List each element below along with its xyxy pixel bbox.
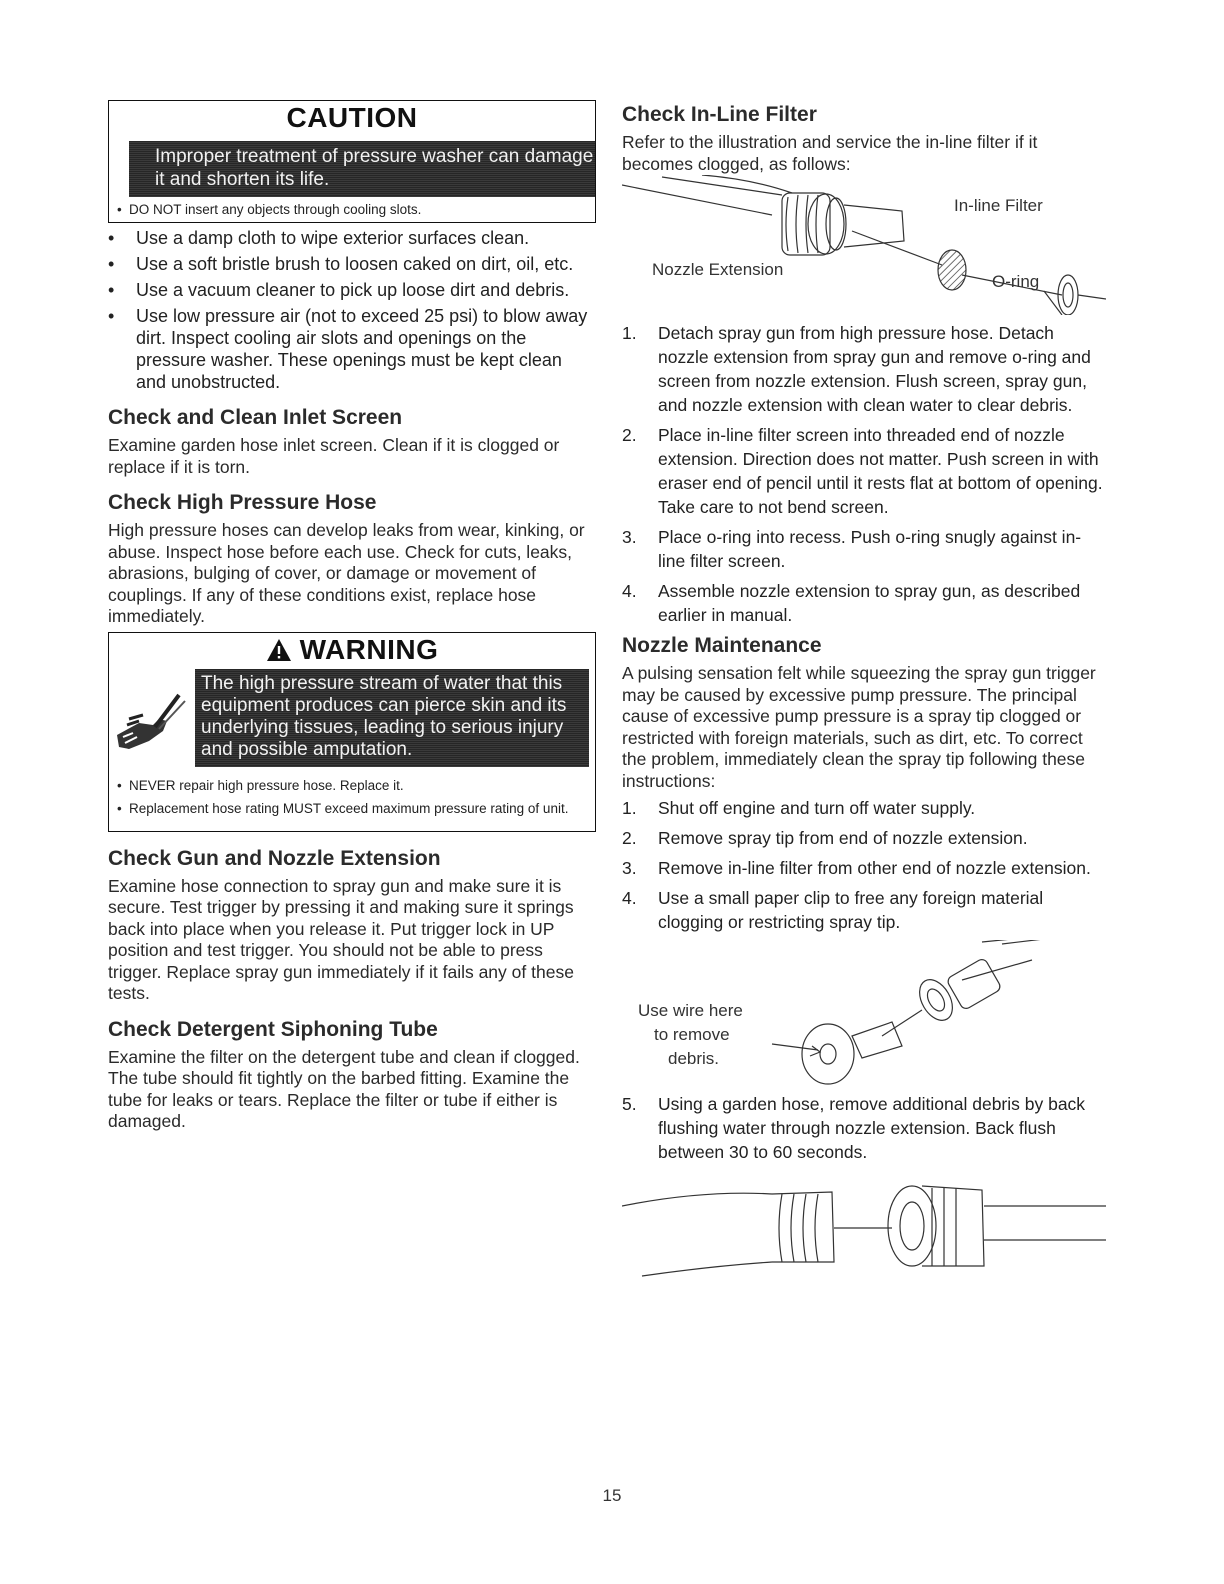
inline-filter-text: Refer to the illustration and service the in-line filter if it becomes clogged, as follows:: [622, 132, 1038, 174]
warning-message: The high pressure stream of water that this equipment produces can pierce skin and its underlying tissues, leading to serious injury and possible amputation.: [195, 669, 589, 767]
inlet-screen-heading: Check and Clean Inlet Screen: [108, 406, 403, 429]
page-number: 15: [602, 1486, 622, 1505]
list-item: • Replacement hose rating MUST exceed maximum pressure rating of unit.: [117, 800, 569, 816]
warning-header: [109, 633, 595, 667]
caution-note-text: DO NOT insert any objects through cooling slots.: [129, 202, 422, 217]
use-wire-label-line-1: Use wire here: [638, 1001, 743, 1020]
left-column: [108, 100, 596, 1133]
right-column: [622, 100, 1106, 1280]
nozzle-extension-label: Nozzle Extension: [652, 260, 784, 279]
list-item: • Use a vacuum cleaner to pick up loose dirt and debris.: [108, 280, 570, 300]
gun-nozzle-text: Examine hose connection to spray gun and make sure it is secure. Test trigger by pressing it and making sure it springs back into place when you release it. Put trigger lock in UP position and test trigger. You should not be able to press trigger. Replace spray gun immediately if it fails any of these tests.: [108, 875, 574, 1003]
list-item: 3. Remove in-line filter from other end of nozzle extension.: [622, 858, 1091, 878]
bullet-icon: •: [108, 306, 115, 326]
back-flush-illustration: [622, 1170, 1106, 1280]
water-jet-injury-icon: [109, 675, 191, 763]
high-pressure-hose-text: High pressure hoses can develop leaks from wear, kinking, or abuse. Inspect hose before each use. Check for cuts, leaks, abrasions, bulging of cover, or damage or movement of couplings. If any of these conditions exist, replace hose immediately.: [108, 520, 585, 626]
list-item: 1. Shut off engine and turn off water supply.: [622, 798, 976, 818]
list-item: 4. Use a small paper clip to free any foreign material clogging or restricting spray tip.: [622, 888, 1044, 932]
o-ring-label: O-ring: [992, 272, 1040, 291]
list-item: • Use a soft bristle brush to loosen caked on dirt, oil, etc.: [108, 254, 574, 274]
caution-message: Improper treatment of pressure washer can damage it and shorten its life.: [129, 141, 595, 197]
list-item: • Use a damp cloth to wipe exterior surfaces clean.: [108, 228, 530, 248]
inline-filter-label: In-line Filter: [954, 196, 1043, 215]
list-item: 2. Remove spray tip from end of nozzle extension.: [622, 828, 1028, 848]
caution-note: [109, 197, 595, 222]
bullet-icon: •: [108, 254, 115, 274]
gun-nozzle-heading: Check Gun and Nozzle Extension: [108, 846, 441, 870]
caution-box: [108, 100, 596, 223]
warning-notes: [109, 767, 595, 831]
care-bullet-list: [108, 227, 596, 393]
high-pressure-hose-heading: Check High Pressure Hose: [108, 491, 377, 514]
list-item: • NEVER repair high pressure hose. Replace it.: [117, 777, 404, 793]
caution-title: CAUTION: [286, 102, 418, 133]
bullet-icon: •: [108, 228, 115, 248]
list-item: 4. Assemble nozzle extension to spray gun, as described earlier in manual.: [622, 581, 1081, 625]
bullet-icon: •: [117, 777, 122, 793]
inline-filter-heading: Check In-Line Filter: [622, 103, 817, 126]
detergent-tube-heading: Check Detergent Siphoning Tube: [108, 1017, 438, 1041]
warning-triangle-icon: [266, 638, 292, 662]
inline-filter-steps: [622, 321, 1106, 627]
inline-filter-illustration: [622, 175, 1106, 315]
inlet-screen-text: Examine garden hose inlet screen. Clean if it is clogged or replace if it is torn.: [108, 435, 560, 477]
bullet-icon: •: [117, 202, 122, 217]
nozzle-maintenance-step-5: [622, 1092, 1106, 1164]
warning-body: [109, 669, 595, 767]
spray-tip-illustration: [622, 940, 1106, 1086]
use-wire-label-line-2: to remove: [654, 1025, 730, 1044]
list-item: 3. Place o-ring into recess. Push o-ring snugly against in-line filter screen.: [622, 527, 1082, 571]
bullet-icon: •: [108, 280, 115, 300]
warning-title: WARNING: [299, 633, 439, 665]
nozzle-maintenance-heading: Nozzle Maintenance: [622, 634, 822, 657]
nozzle-maintenance-text: A pulsing sensation felt while squeezing the spray gun trigger may be caused by excessive pump pressure. The principal cause of excessive pump pressure is a spray tip clogged or restricted with foreign materials, such as dirt, etc. To correct the problem, immediately clean the spray tip following these instructions:: [622, 663, 1096, 791]
list-item: • Use low pressure air (not to exceed 25 psi) to blow away dirt. Inspect cooling air slots and openings on the pressure washer. These openings must be kept clean and unobstructed.: [108, 306, 588, 392]
warning-box: [108, 632, 596, 832]
list-item: 1. Detach spray gun from high pressure hose. Detach nozzle extension from spray gun and remove o-ring and screen from nozzle extension. Flush screen, spray gun, and nozzle extension with clean water to clear debris.: [622, 323, 1091, 415]
bullet-icon: •: [117, 800, 122, 816]
list-item: 2. Place in-line filter screen into threaded end of nozzle extension. Direction does not matter. Push screen in with eraser end of pencil until it rests flat at bottom of opening. Take care to not bend screen.: [622, 425, 1103, 517]
nozzle-maintenance-steps: [622, 796, 1106, 934]
use-wire-label-line-3: debris.: [668, 1049, 720, 1068]
detergent-tube-text: Examine the filter on the detergent tube and clean if clogged. The tube should fit tightly on the barbed fitting. Examine the tube for leaks or tears. Replace the filter or tube if either is damaged.: [108, 1046, 580, 1131]
garden-hose-drawing: [622, 1170, 1106, 1280]
list-item: 5. Using a garden hose, remove additional debris by back flushing water through nozzle extension. Back flush between 30 to 60 seconds.: [622, 1094, 1086, 1162]
